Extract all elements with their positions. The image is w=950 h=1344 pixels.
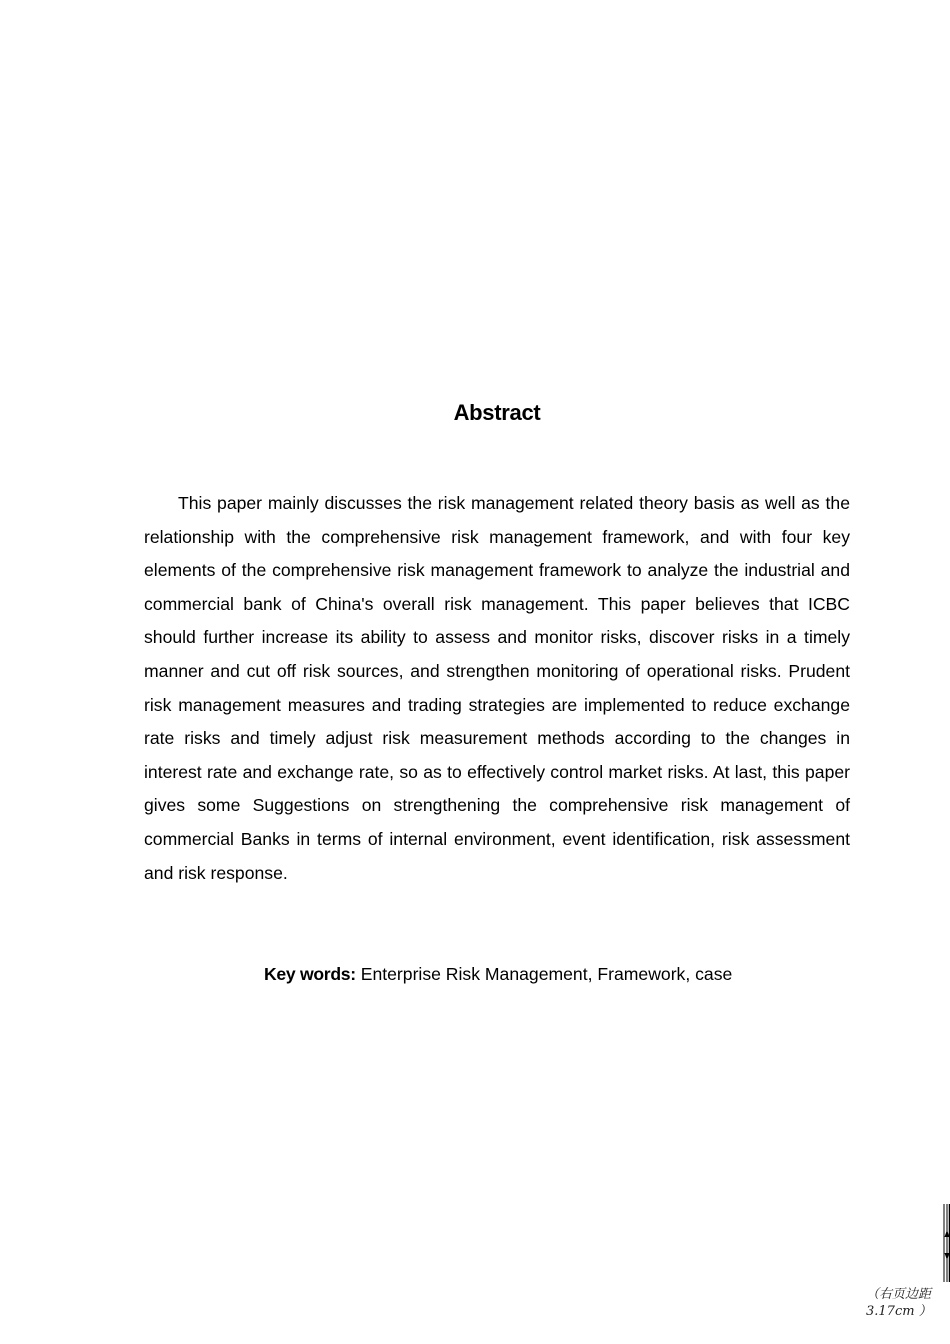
keywords-value: Enterprise Risk Management, Framework, case bbox=[360, 964, 733, 984]
abstract-paragraph: This paper mainly discusses the risk management related theory basis as well as the relationship with the comprehensive risk management framework, and with four key elements of the comprehensive risk management framework to analyze the industrial and commercial bank of China's overall risk management. This paper believes that ICBC should further increase its ability to assess and monitor risks, discover risks in a timely manner and cut off risk sources, and strengthen monitoring of operational risks. Prudent risk management measures and trading strategies are implemented to reduce exchange rate risks and timely adjust risk measurement methods according to the changes in interest rate and exchange rate, so as to effectively control market risks. At last, this paper gives some Suggestions on strengthening the comprehensive risk management of commercial Banks in terms of internal environment, event identification, risk assessment and risk response. bbox=[144, 493, 850, 883]
abstract-title: Abstract bbox=[453, 400, 541, 425]
right-margin-note-line1: （右页边距 bbox=[866, 1287, 932, 1302]
right-margin-indicator-icon bbox=[941, 1204, 950, 1282]
right-margin-note-line2: 3.17cm ） bbox=[866, 1304, 932, 1319]
keywords-label: Key words: bbox=[264, 964, 356, 984]
right-margin-note bbox=[866, 1286, 950, 1320]
keywords-line bbox=[264, 960, 732, 988]
